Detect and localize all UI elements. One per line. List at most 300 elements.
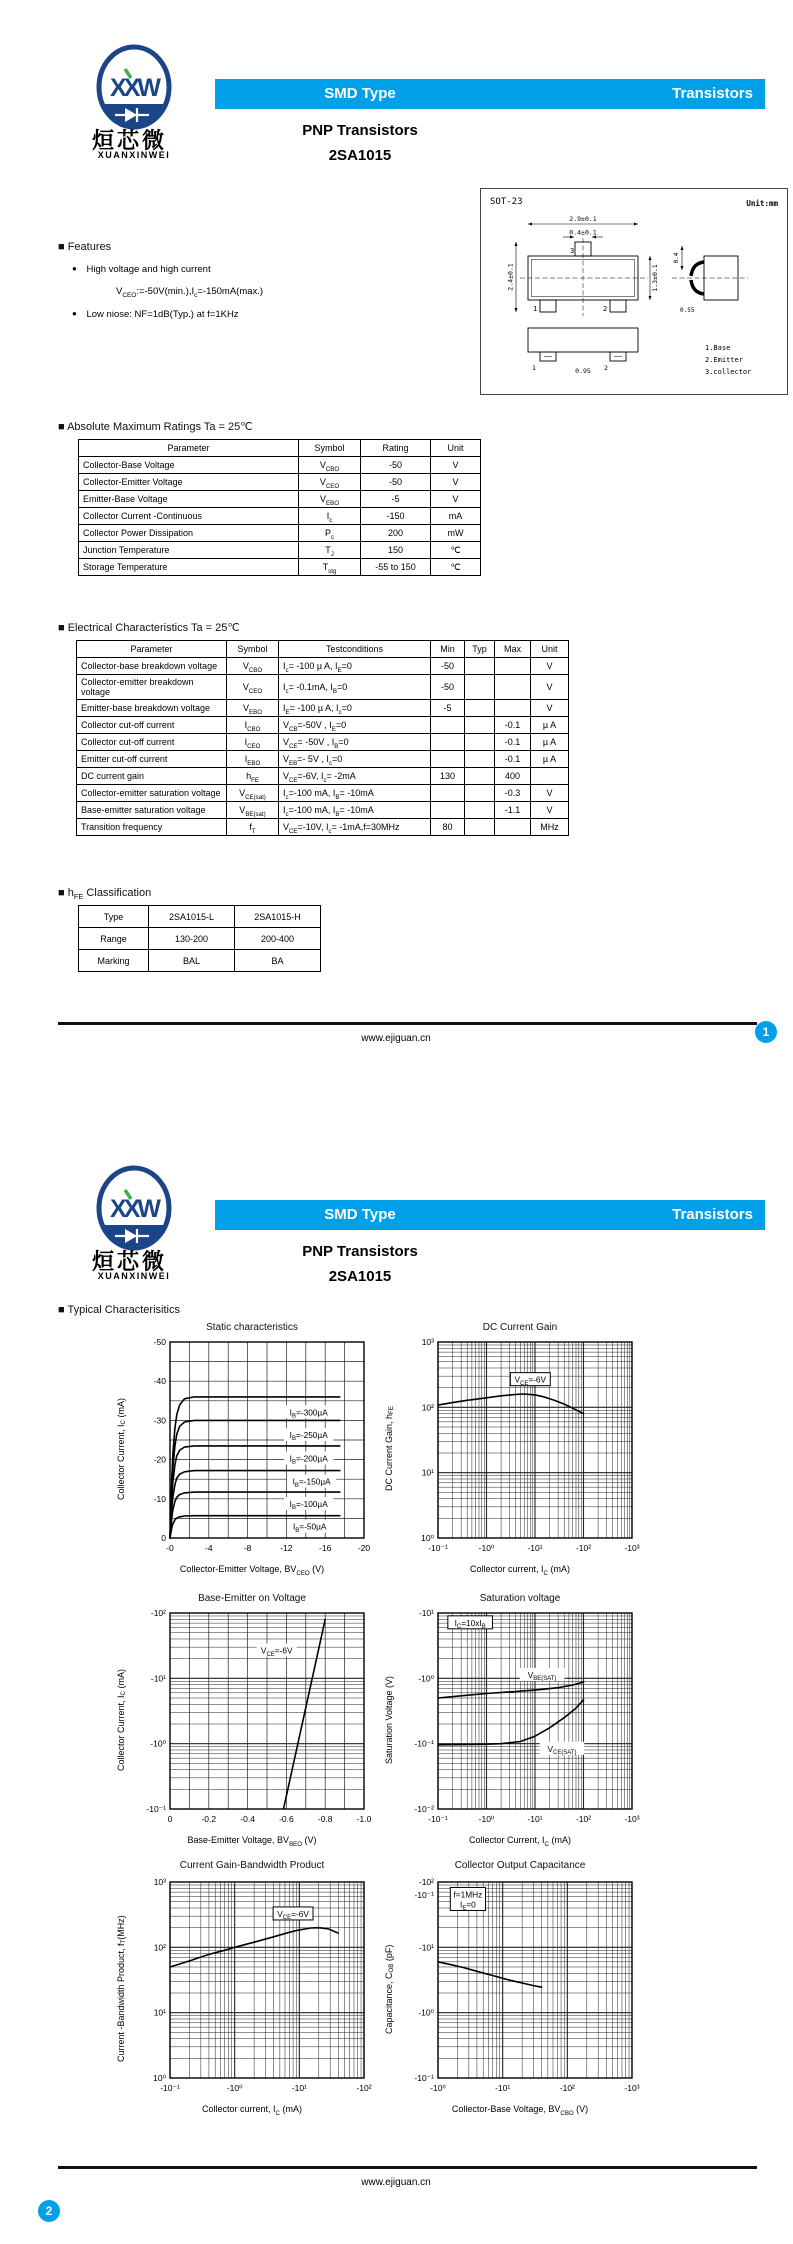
- table-cell: Collector Current -Continuous: [79, 508, 299, 525]
- pin2-label: 2: [603, 305, 608, 313]
- table-cell: µ A: [531, 734, 569, 751]
- chart-title: Base-Emitter on Voltage: [198, 1593, 306, 1604]
- svg-text:-10³: -10³: [624, 1814, 640, 1824]
- dim-lead-thickness: 0.4: [673, 252, 680, 264]
- svg-text:-1.0: -1.0: [356, 1814, 372, 1824]
- abs-max-title: ■ Absolute Maximum Ratings Ta = 25℃: [58, 421, 253, 433]
- column-header: Rating: [361, 440, 431, 457]
- table-header-row: [77, 641, 569, 658]
- table-cell: -50: [431, 658, 465, 675]
- svg-text:-10¹: -10¹: [495, 2083, 511, 2093]
- table-cell: -1.1: [495, 802, 531, 819]
- svg-text:-10²: -10²: [575, 1543, 592, 1553]
- svg-text:-10⁰: -10⁰: [418, 2007, 434, 2018]
- table-row: [77, 785, 569, 802]
- svg-text:-10³: -10³: [624, 2083, 640, 2093]
- table-cell: [495, 658, 531, 675]
- table-cell: $h_{FE}$: [227, 768, 279, 785]
- table-cell: [465, 700, 495, 717]
- chart-collector-output-capacitance: [400, 1874, 640, 2104]
- table-cell: MHz: [531, 819, 569, 836]
- chart-annotation: $V_{CE}=-6V$: [277, 1908, 309, 1922]
- table-cell: -0.3: [495, 785, 531, 802]
- table-cell: [465, 658, 495, 675]
- table-row: [77, 700, 569, 717]
- svg-text:-10⁻¹: -10⁻¹: [414, 2073, 434, 2083]
- table-cell: $V_{CB}=-50V$ , $I_E=0$: [279, 717, 431, 734]
- dim-pitch: 0.95: [575, 367, 591, 375]
- svg-text:-20: -20: [357, 1543, 371, 1553]
- table-cell: Emitter cut-off current: [77, 751, 227, 768]
- table-cell: -150: [361, 508, 431, 525]
- table-cell: -50: [431, 675, 465, 700]
- column-header: Max: [495, 641, 531, 658]
- table-cell: $V_{EBO}$: [299, 491, 361, 508]
- table-cell: mW: [431, 525, 481, 542]
- table-cell: $I_c= -0.1mA$, $I_B=0$: [279, 675, 431, 700]
- feature-text: High voltage and high current: [86, 264, 211, 275]
- page-number-badge: 2: [38, 2200, 60, 2222]
- table-row: [77, 768, 569, 785]
- bullet-icon: ●: [72, 264, 77, 273]
- svg-text:0: 0: [167, 1814, 173, 1824]
- feature-item: [72, 264, 211, 275]
- table-cell: $I_c= -100$ µ A, $I_E=0$: [279, 658, 431, 675]
- table-cell: $I_c=-100$ mA, $I_B= -10mA$: [279, 802, 431, 819]
- table-cell: Collector-Emitter Voltage: [79, 474, 299, 491]
- table-cell: V: [531, 785, 569, 802]
- dim-pin-width: 0.4±0.1: [569, 228, 597, 237]
- table-cell: Collector-emitter saturation voltage: [77, 785, 227, 802]
- table-row: [79, 950, 321, 972]
- table-cell: $I_c$: [299, 508, 361, 525]
- table-cell: $V_{CE}=-10V$, $I_c= -1mA,f=30MHz$: [279, 819, 431, 836]
- hfe-table: [78, 905, 320, 972]
- package-name: SOT-23: [490, 197, 523, 207]
- chart-annotation: f=1MHz: [453, 1889, 483, 1900]
- table-cell: [465, 717, 495, 734]
- table-cell: $I_c=-100$ mA, $I_B= -10mA$: [279, 785, 431, 802]
- svg-text:-10¹: -10¹: [291, 2083, 307, 2093]
- chart-gain-bandwidth-product: [132, 1874, 372, 2104]
- svg-text:-0.6: -0.6: [279, 1814, 294, 1824]
- table-cell: Range: [79, 928, 149, 950]
- table-cell: -0.1: [495, 734, 531, 751]
- chart-annotation: $V_{BE(SAT)}$: [527, 1669, 557, 1683]
- package-outline-drawing: [480, 188, 788, 395]
- svg-text:-10¹: -10¹: [527, 1814, 543, 1824]
- table-cell: V: [531, 675, 569, 700]
- chart-x-axis-label: Base-Emitter Voltage, $BV_{BEO}$ (V): [187, 1835, 317, 1848]
- table-row: [79, 542, 481, 559]
- chart-title: Saturation voltage: [479, 1593, 561, 1604]
- series-line: [438, 1700, 584, 1745]
- svg-text:-30: -30: [153, 1415, 166, 1426]
- table-header-row: [79, 440, 481, 457]
- chart-title: DC Current Gain: [482, 1322, 558, 1333]
- svg-text:-40: -40: [153, 1376, 166, 1387]
- svg-text:-10¹: -10¹: [418, 1608, 434, 1618]
- column-header: Unit: [531, 641, 569, 658]
- table-cell: V: [531, 802, 569, 819]
- table-cell: $V_{CEO}$: [227, 675, 279, 700]
- brand-name-en: XUANXINWEI: [97, 150, 171, 160]
- footer-url[interactable]: www.ejiguan.cn: [361, 2177, 431, 2188]
- series-line: [438, 1682, 584, 1698]
- chart-y-axis-label: Collector Current, $I_C$ (mA): [116, 1398, 127, 1500]
- svg-text:-0.8: -0.8: [317, 1814, 333, 1824]
- series-line: [438, 1394, 584, 1414]
- svg-text:-10⁰: -10⁰: [478, 1814, 495, 1824]
- chart-grid: [170, 1882, 364, 2078]
- svg-text:-8: -8: [243, 1543, 252, 1553]
- chart-grid: [438, 1342, 632, 1538]
- svg-text:-10⁰: -10⁰: [478, 1543, 495, 1553]
- table-cell: Transition frequency: [77, 819, 227, 836]
- column-header: Symbol: [299, 440, 361, 457]
- table-cell: [531, 768, 569, 785]
- column-header: Typ: [465, 641, 495, 658]
- table-cell: Collector-Base Voltage: [79, 457, 299, 474]
- svg-text:10⁰: 10⁰: [153, 2073, 166, 2083]
- table-row: [79, 928, 321, 950]
- svg-text:-10⁰: -10⁰: [150, 1738, 166, 1749]
- svg-text:-20: -20: [153, 1454, 166, 1465]
- legend-emitter: 2.Emitter: [705, 356, 743, 364]
- table-cell: 400: [495, 768, 531, 785]
- table-cell: 150: [361, 542, 431, 559]
- brand-logo: [95, 44, 173, 130]
- column-header: Unit: [431, 440, 481, 457]
- table-cell: Collector Power Dissipation: [79, 525, 299, 542]
- column-header: Parameter: [79, 440, 299, 457]
- package-front-view: [528, 328, 638, 375]
- chart-ticks: [146, 1608, 371, 1824]
- table-row: [77, 802, 569, 819]
- svg-text:10²: 10²: [421, 1402, 434, 1413]
- svg-text:-10: -10: [153, 1493, 166, 1504]
- chart-frame: [170, 1882, 364, 2078]
- table-cell: [495, 675, 531, 700]
- family-title: PNP Transistors: [302, 1243, 418, 1260]
- chart-grid: [438, 1613, 632, 1809]
- table-cell: µ A: [531, 717, 569, 734]
- table-cell: [465, 734, 495, 751]
- brand-logo: [95, 1165, 173, 1251]
- table-cell: Emitter-Base Voltage: [79, 491, 299, 508]
- table-cell: $I_E= -100$ µ A, $I_c=0$: [279, 700, 431, 717]
- header-smd-type: SMD Type: [324, 85, 396, 102]
- footer-rule: [58, 1022, 757, 1025]
- table-cell: 130-200: [149, 928, 235, 950]
- chart-y-axis-label: Current -Bandwidth Product, $f_T(MHz)$: [116, 1915, 127, 2063]
- table-row: [79, 491, 481, 508]
- chart-frame: [438, 1882, 632, 2078]
- table-cell: 2SA1015-H: [235, 906, 321, 928]
- chart-annotation: $I_E=0$: [460, 1899, 476, 1912]
- svg-text:-10²: -10²: [150, 1608, 166, 1618]
- table-cell: [431, 785, 465, 802]
- table-cell: Base-emitter saturation voltage: [77, 802, 227, 819]
- svg-text:-10²: -10²: [575, 1814, 592, 1824]
- chart-y-axis-label: Capacitance, $C_{OB}$ (pF): [384, 1944, 395, 2034]
- table-row: [79, 525, 481, 542]
- table-cell: -0.1: [495, 751, 531, 768]
- svg-text:-10²: -10²: [559, 2083, 575, 2093]
- table-cell: V: [431, 474, 481, 491]
- chart-y-axis-label: Saturation Voltage (V): [384, 1675, 394, 1765]
- chart-annotation: $I_B=-200\mu A$: [289, 1453, 328, 1466]
- table-cell: V: [531, 658, 569, 675]
- elec-title: ■ Electrical Characteristics Ta = 25℃: [58, 622, 240, 634]
- svg-text:-16: -16: [319, 1543, 332, 1553]
- chart-grid: [170, 1342, 364, 1538]
- data-table: [78, 905, 321, 972]
- package-top-view: [507, 215, 660, 316]
- table-cell: Junction Temperature: [79, 542, 299, 559]
- table-cell: $V_{EBO}$: [227, 700, 279, 717]
- table-cell: $I_{CBO}$: [227, 717, 279, 734]
- table-cell: -50: [361, 474, 431, 491]
- data-table: [78, 439, 481, 576]
- svg-text:-10⁰: -10⁰: [418, 1673, 434, 1684]
- chart-saturation-voltage: [400, 1605, 640, 1835]
- table-cell: Collector-base breakdown voltage: [77, 658, 227, 675]
- svg-text:10¹: 10¹: [153, 2007, 166, 2018]
- header-transistors: Transistors: [672, 85, 753, 102]
- table-cell: [431, 751, 465, 768]
- table-cell: Type: [79, 906, 149, 928]
- svg-text:-4: -4: [205, 1543, 213, 1553]
- chart-annotation: $I_B=-300\mu A$: [289, 1407, 328, 1420]
- chart-annotation: $I_B=-100\mu A$: [289, 1499, 328, 1512]
- table-cell: V: [431, 457, 481, 474]
- header-transistors: Transistors: [672, 1206, 753, 1223]
- table-cell: Emitter-base breakdown voltage: [77, 700, 227, 717]
- table-cell: $T_{stg}$: [299, 559, 361, 576]
- typical-characteristics-title: ■ Typical Characterisitics: [58, 1304, 180, 1316]
- pin-legend: [705, 344, 751, 376]
- chart-x-axis-label: Collector-Base Voltage, $BV_{CBO}$ (V): [451, 2104, 589, 2117]
- table-cell: $V_{CBO}$: [227, 658, 279, 675]
- chart-ticks: [414, 1608, 639, 1824]
- brand-name-cn: 烜芯微: [92, 1249, 168, 1274]
- svg-text:-12: -12: [280, 1543, 293, 1553]
- chart-grid: [438, 1882, 632, 2078]
- dim-body-width: 2.9±0.1: [569, 215, 597, 223]
- chart-static-characteristics: [132, 1334, 372, 1564]
- package-side-view: [672, 246, 748, 314]
- svg-text:-10²: -10²: [356, 2083, 372, 2093]
- page-number-badge: 1: [755, 1021, 777, 1043]
- table-cell: µ A: [531, 751, 569, 768]
- abs-max-table: [78, 439, 480, 576]
- chart-x-axis-label: Collector current, $I_C$ (mA): [470, 1564, 570, 1577]
- column-header: Min: [431, 641, 465, 658]
- table-cell: BA: [235, 950, 321, 972]
- chart-ticks: [153, 1877, 372, 2093]
- svg-text:-0.2: -0.2: [201, 1814, 217, 1824]
- table-cell: [431, 734, 465, 751]
- table-cell: $P_c$: [299, 525, 361, 542]
- table-row: [77, 675, 569, 700]
- part-number: 2SA1015: [328, 147, 392, 164]
- table-row: [77, 751, 569, 768]
- table-cell: 2SA1015-L: [149, 906, 235, 928]
- svg-text:-10³: -10³: [624, 1543, 640, 1553]
- table-row: [77, 658, 569, 675]
- chart-x-axis-label: Collector current, $I_C$ (mA): [202, 2104, 302, 2117]
- table-cell: [465, 751, 495, 768]
- pin1-label: 1: [533, 305, 538, 313]
- legend-base: 1.Base: [705, 344, 731, 352]
- footer-url[interactable]: www.ejiguan.cn: [361, 1033, 431, 1044]
- chart-annotation: $I_B=-50\mu A$: [292, 1521, 327, 1534]
- table-cell: BAL: [149, 950, 235, 972]
- chart-x-axis-label: Collector-Emitter Voltage, $BV_{CEO}$ (V): [179, 1564, 325, 1577]
- header-bar: [215, 1200, 765, 1230]
- table-cell: $V_{CE}= -50V$ , $I_B=0$: [279, 734, 431, 751]
- chart-annotation: $I_B=-150\mu A$: [292, 1476, 331, 1489]
- table-cell: [465, 819, 495, 836]
- hfe-title: ■ $h_{FE}$ Classification: [58, 887, 152, 902]
- package-unit: Unit:mm: [746, 199, 778, 208]
- logo-letters: XXW: [110, 1195, 158, 1223]
- table-cell: [465, 802, 495, 819]
- svg-text:0: 0: [161, 1533, 166, 1543]
- feature-item: [72, 309, 239, 320]
- svg-text:-0: -0: [166, 1543, 174, 1553]
- table-cell: -0.1: [495, 717, 531, 734]
- features-title: ■ Features: [58, 241, 112, 253]
- header-smd-type: SMD Type: [324, 1206, 396, 1223]
- chart-title: Static characteristics: [206, 1322, 298, 1333]
- table-cell: 200: [361, 525, 431, 542]
- svg-text:10³: 10³: [421, 1337, 434, 1347]
- table-cell: -5: [361, 491, 431, 508]
- elec-table: [76, 640, 568, 836]
- part-number: 2SA1015: [328, 1268, 392, 1285]
- table-cell: [465, 675, 495, 700]
- table-cell: [465, 768, 495, 785]
- table-cell: mA: [431, 508, 481, 525]
- table-cell: $V_{CEO}$: [299, 474, 361, 491]
- footer-rule: [58, 2166, 757, 2169]
- table-cell: [431, 802, 465, 819]
- table-row: [77, 717, 569, 734]
- svg-text:-0.4: -0.4: [240, 1814, 255, 1824]
- column-header: Testconditions: [279, 641, 431, 658]
- svg-text:10⁰: 10⁰: [421, 1533, 434, 1543]
- chart-annotation: $V_{CE(SAT)}$: [547, 1743, 577, 1756]
- svg-text:-10⁻¹: -10⁻¹: [428, 1543, 448, 1553]
- svg-text:-10⁻¹: -10⁻¹: [414, 1890, 434, 1901]
- table-cell: Collector-emitter breakdown voltage: [77, 675, 227, 700]
- chart-annotation: $V_{CE}=-6V$: [514, 1374, 547, 1387]
- table-cell: $V_{EB}=-$ 5V , $I_c=0$: [279, 751, 431, 768]
- table-cell: V: [531, 700, 569, 717]
- svg-text:-10²: -10²: [418, 1877, 434, 1887]
- logo-letters: XXW: [110, 74, 158, 102]
- table-cell: Marking: [79, 950, 149, 972]
- table-cell: $V_{CE(sat)}$: [227, 785, 279, 802]
- svg-text:-10¹: -10¹: [527, 1543, 543, 1553]
- chart-annotation: $I_B=-250\mu A$: [289, 1430, 328, 1443]
- table-cell: ℃: [431, 559, 481, 576]
- table-row: [79, 906, 321, 928]
- table-cell: [431, 717, 465, 734]
- table-row: [79, 508, 481, 525]
- bullet-icon: ●: [72, 309, 77, 318]
- svg-text:10³: 10³: [153, 1877, 166, 1887]
- svg-text:-10⁻¹: -10⁻¹: [160, 2083, 180, 2093]
- chart-dc-current-gain: [400, 1334, 640, 1564]
- table-cell: -55 to 150: [361, 559, 431, 576]
- legend-collector: 3.collector: [705, 368, 752, 376]
- table-cell: $I_{CEO}$: [227, 734, 279, 751]
- chart-x-axis-label: Collector Current, $I_C$ (mA): [469, 1835, 571, 1848]
- table-cell: $T_J$: [299, 542, 361, 559]
- dim-total-height: 2.4±0.1: [506, 263, 515, 291]
- column-header: Symbol: [227, 641, 279, 658]
- dim-standoff: 0.55: [680, 307, 695, 314]
- data-table: [76, 640, 569, 836]
- table-cell: [495, 700, 531, 717]
- table-cell: $V_{CE}=-6V$, $I_c= -2mA$: [279, 768, 431, 785]
- table-cell: -5: [431, 700, 465, 717]
- table-row: [77, 819, 569, 836]
- chart-title: Current Gain-Bandwidth Product: [179, 1860, 325, 1871]
- svg-text:-10⁰: -10⁰: [430, 2083, 446, 2093]
- table-cell: [465, 785, 495, 802]
- brand-name-cn: 烜芯微: [92, 128, 168, 153]
- table-cell: 80: [431, 819, 465, 836]
- series-line: [438, 1962, 542, 1987]
- chart-annotation: $I_C=10xI_B$: [454, 1617, 486, 1631]
- table-row: [79, 474, 481, 491]
- svg-text:-10¹: -10¹: [418, 1942, 434, 1953]
- svg-text:10¹: 10¹: [421, 1467, 434, 1478]
- chart-ticks: [154, 1337, 371, 1553]
- header-bar: [215, 79, 765, 109]
- pin3-label: 3: [570, 247, 575, 255]
- table-cell: -50: [361, 457, 431, 474]
- chart-title: Collector Output Capacitance: [454, 1860, 586, 1871]
- svg-text:10²: 10²: [153, 1942, 166, 1953]
- table-cell: DC current gain: [77, 768, 227, 785]
- chart-annotation: $V_{CE}=-6V$: [260, 1645, 293, 1658]
- chart-y-axis-label: DC Current Gain, $h_{FE}$: [384, 1406, 395, 1492]
- table-row: [79, 457, 481, 474]
- table-cell: 130: [431, 768, 465, 785]
- feature-text: Low niose: NF=1dB(Typ.) at f=1KHz: [86, 309, 239, 320]
- table-cell: $V_{CBO}$: [299, 457, 361, 474]
- table-cell: $I_{EBO}$: [227, 751, 279, 768]
- svg-text:-50: -50: [153, 1337, 166, 1347]
- table-cell: Storage Temperature: [79, 559, 299, 576]
- svg-text:-10¹: -10¹: [150, 1673, 166, 1684]
- table-cell: $V_{BE(sat)}$: [227, 802, 279, 819]
- brand-name-en: XUANXINWEI: [97, 1271, 171, 1281]
- table-row: [79, 559, 481, 576]
- family-title: PNP Transistors: [302, 122, 418, 139]
- chart-grid: [170, 1613, 364, 1809]
- pin2-label-front: 2: [604, 364, 608, 372]
- feature-subtext: $V_{CEO}:=-50V(\min.),I_c=-150mA(\max.)$: [116, 286, 264, 299]
- svg-text:-10⁻¹: -10⁻¹: [428, 1814, 448, 1824]
- column-header: Parameter: [77, 641, 227, 658]
- table-cell: $f_T$: [227, 819, 279, 836]
